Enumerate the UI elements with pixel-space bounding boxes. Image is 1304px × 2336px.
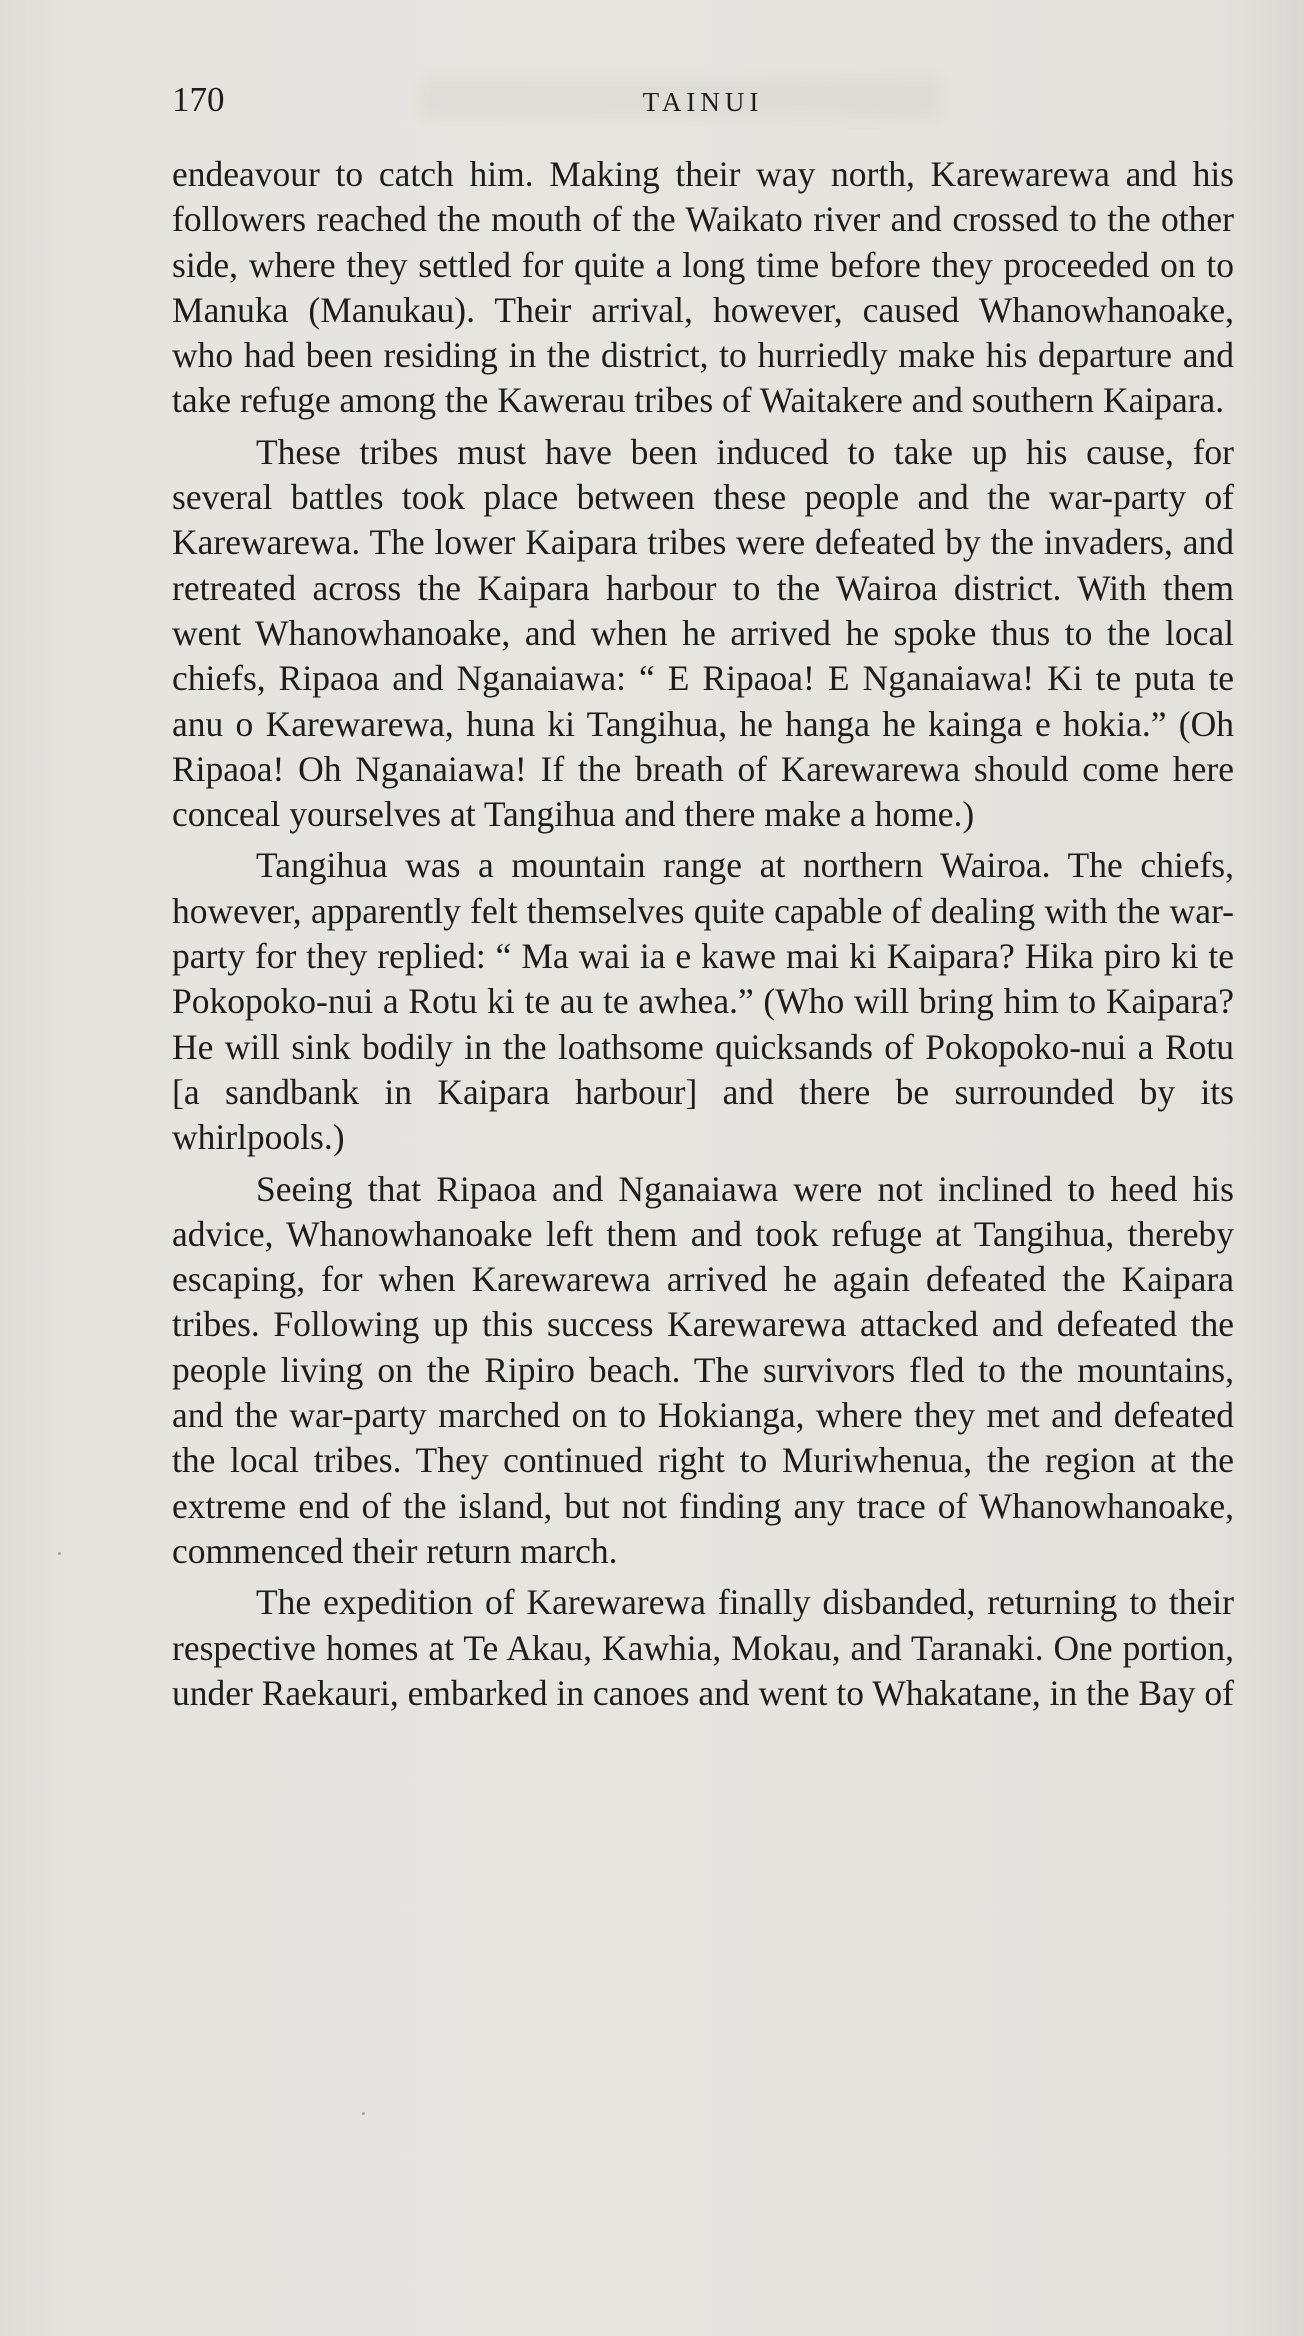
page-number: 170 bbox=[172, 80, 225, 119]
paragraph: The expedition of Karewarewa finally disbanded, returning to their respective homes at Te Akau, Kawhia, Mokau, and Taranaki. One portion, under Raekauri, embarked in canoes and went to Whakatane, in the Bay of bbox=[172, 1582, 1234, 1713]
body-text bbox=[172, 152, 1234, 1722]
running-head: TAINUI bbox=[642, 87, 764, 117]
page-header bbox=[172, 78, 1234, 122]
paper-speck bbox=[58, 1552, 61, 1555]
paragraph: These tribes must have been induced to take up his cause, for several battles took place between these people and the war-party of Karewarewa. The lower Kaipara tribes were defeated by the invaders, and retreated across the Kaipara harbour to the Wairoa district. With them went Whanowhanoake, and when he arrived he spoke thus to the local chiefs, Ripaoa and Nganaiawa: “ E Ripaoa! E Nganaiawa! Ki te puta te anu o Karewarewa, huna ki Tangihua, he hanga he kainga e hokia.” (Oh Ripaoa! Oh Nganaiawa! If the breath of Karewarewa should come here conceal yourselves at Tangihua and there make a home.) bbox=[172, 431, 1234, 835]
paragraph: Seeing that Ripaoa and Nganaiawa were not inclined to heed his advice, Whanowhanoake left them and took refuge at Tangihua, thereby escaping, for when Karewarewa arrived he again defeated the Kaipara tribes. Following up this success Karewarewa attacked and defeated the people living on the Ripiro beach. The survivors fled to the mountains, and the war-party marched on to Hokianga, where they met and defeated the local tribes. They continued right to Muriwhenua, the region at the extreme end of the island, but not finding any trace of Whanowhanoake, commenced their return march. bbox=[172, 1168, 1234, 1571]
paragraph: endeavour to catch him. Making their way north, Karewarewa and his followers reached the mouth of the Waikato river and crossed to the other side, where they settled for quite a long time before they proceeded on to Manuka (Manukau). Their arrival, however, caused Whanowhanoake, who had been residing in the district, to hurriedly make his departure and take refuge among the Kawerau tribes of Waitakere and southern Kaipara. bbox=[172, 154, 1234, 421]
paper-speck bbox=[362, 2112, 365, 2115]
paragraph: Tangihua was a mountain range at northern Wairoa. The chiefs, however, apparently felt themselves quite capable of dealing with the war-party for they replied: “ Ma wai ia e kawe mai ki Kaipara? Hika piro ki te Pokopoko-nui a Rotu ki te au te awhea.” (Who will bring him to Kaipara? He will sink bodily in the loathsome quicksands of Pokopoko-nui a Rotu [a sandbank in Kaipara harbour] and there be surrounded by its whirlpools.) bbox=[172, 845, 1234, 1158]
